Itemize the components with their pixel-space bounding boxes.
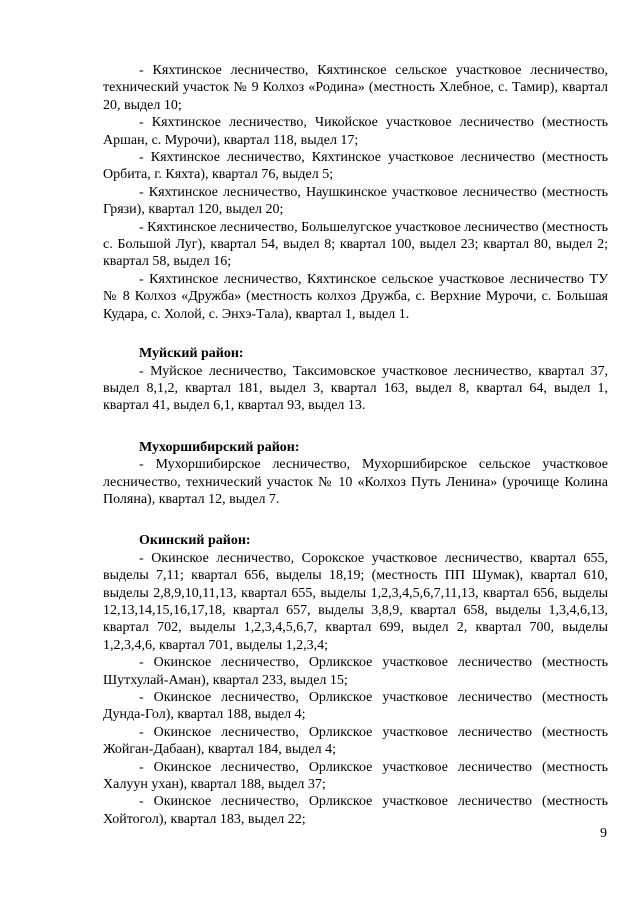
section-heading: Муйский район: <box>139 346 244 362</box>
section-kyakhta <box>103 62 608 323</box>
paragraph: - Окинское лесничество, Сорокское участковое лесничество, квартал 655, выделы 7,11; квартал 656, выделы 18,19; (местность ПП Шумак), квартал 610, выделы 2,8,9,10,11,13, квартал 655, выделы 1,2,3,4,5,6,7,11,13, квартал 656, выделы 12,13,14,15,16,17,18, квартал 657, выделы 3,8,9, квартал 658, выделы 1,3,4,6,13, квартал 702, выделы 1,2,3,4,5,6,7, квартал 699, выдел 2, квартал 700, выделы 1,2,3,4,6, квартал 701, выделы 1,2,3,4; <box>103 550 608 653</box>
paragraph: - Окинское лесничество, Орликское участковое лесничество (местность Халуун ухан), квартал 188, выдел 37; <box>103 759 608 793</box>
paragraph: - Окинское лесничество, Орликское участковое лесничество (местность Дунда-Гол), квартал 188, выдел 4; <box>103 690 608 723</box>
section-heading: Мухоршибирский район: <box>139 439 300 455</box>
paragraph: - Кяхтинское лесничество, Чикойское участковое лесничество (местность Аршан, с. Мурочи), квартал 118, выдел 17; <box>103 115 608 148</box>
document-page <box>103 62 608 828</box>
page-number: 9 <box>600 826 607 841</box>
paragraph: - Окинское лесничество, Орликское участковое лесничество (местность Жойган-Дабаан), квартал 184, выдел 4; <box>103 724 608 758</box>
paragraph: - Мухоршибирское лесничество, Мухоршибирское сельское участковое лесничество, технический участок № 10 «Колхоз Путь Ленина» (урочище Колина Поляна), квартал 12, выдел 7. <box>103 457 608 507</box>
paragraph: - Кяхтинское лесничество, Кяхтинское сельское участковое лесничество ТУ № 8 Колхоз «Дружба» (местность колхоз Дружба, с. Верхние Мурочи, с. Большая Кудара, с. Холой, с. Энхэ-Тала), квартал 1, выдел 1. <box>103 271 608 322</box>
paragraph: - Окинское лесничество, Орликское участковое лесничество (местность Хойтогол), квартал 183, выдел 22; <box>103 794 608 827</box>
section-mukhorshibir <box>103 439 608 509</box>
paragraph: - Муйское лесничество, Таксимовское участковое лесничество, квартал 37, выдел 8,1,2, квартал 181, выдел 3, квартал 163, выдел 8, квартал 64, выдел 1, квартал 41, выдел 6,1, квартал 93, выдел 13. <box>103 363 608 414</box>
section-muya <box>103 345 608 415</box>
paragraph: - Кяхтинское лесничество, Кяхтинское участковое лесничество (местность Орбита, г. Кяхта), квартал 76, выдел 5; <box>103 150 608 183</box>
paragraph: - Кяхтинское лесничество, Кяхтинское сельское участковое лесничество, технический участок № 9 Колхоз «Родина» (местность Хлебное, с. Тамир), квартал 20, выдел 10; <box>103 63 608 113</box>
section-heading: Окинский район: <box>139 533 251 549</box>
paragraph: - Кяхтинское лесничество, Большелугское участковое лесничество (местность с. Большой Луг), квартал 54, выдел 8; квартал 100, выдел 23; квартал 80, выдел 2; квартал 58, выдел 16; <box>103 219 608 270</box>
paragraph: - Окинское лесничество, Орликское участковое лесничество (местность Шутхулай-Аман), квартал 233, выдел 15; <box>103 655 608 688</box>
paragraph: - Кяхтинское лесничество, Наушкинское участковое лесничество (местность Грязи), квартал 120, выдел 20; <box>103 184 608 218</box>
section-oka <box>103 532 608 828</box>
